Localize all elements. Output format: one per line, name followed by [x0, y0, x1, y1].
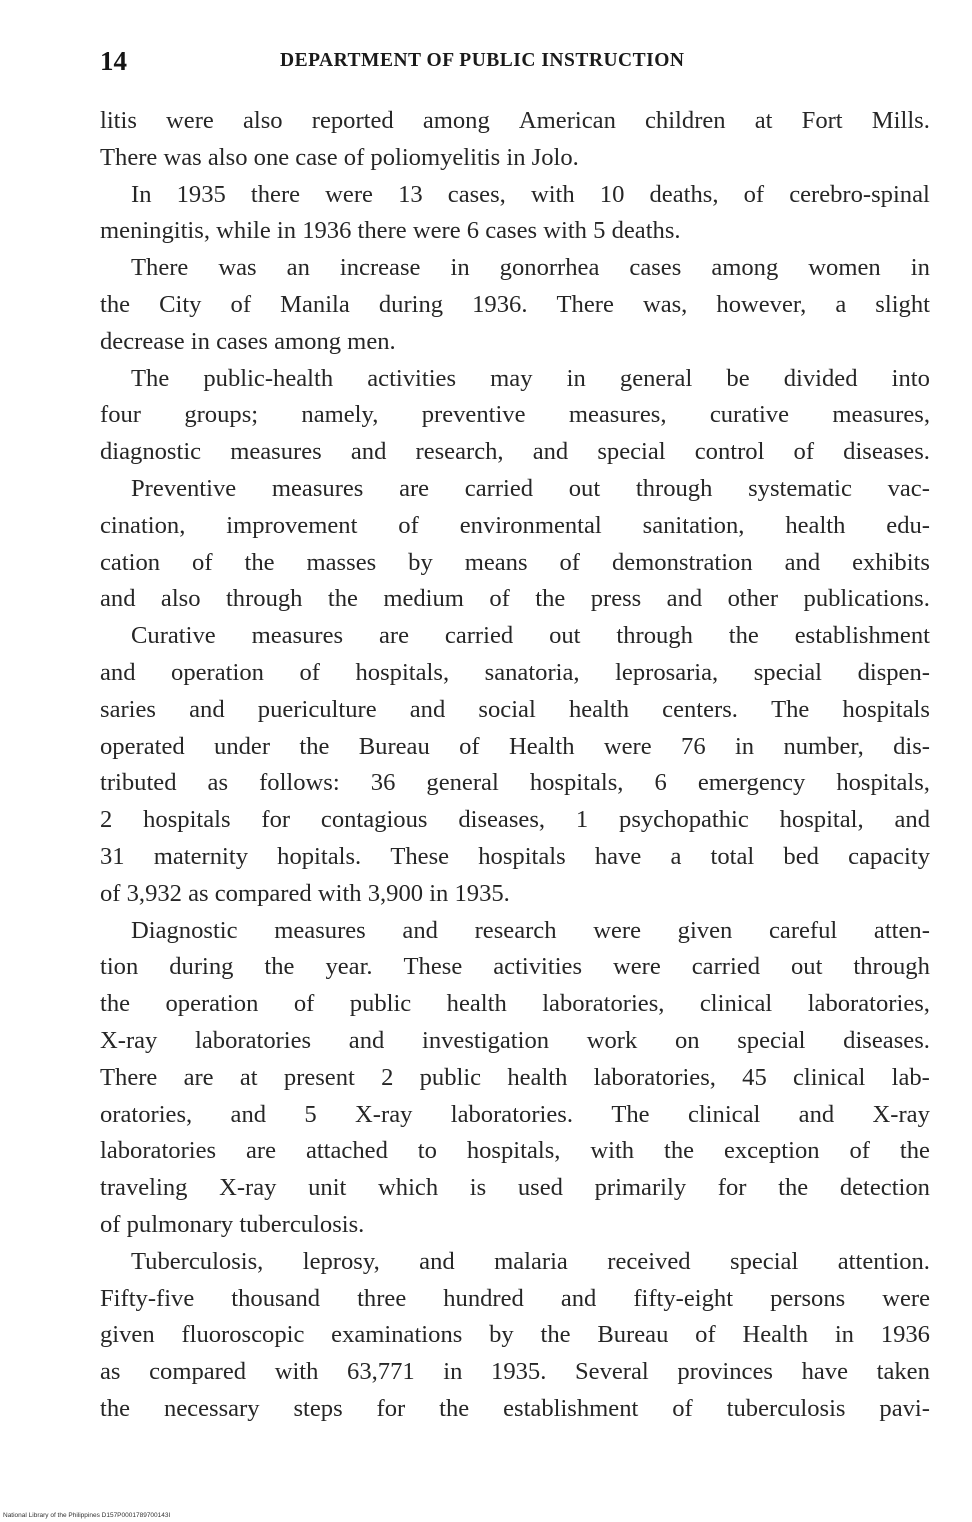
- text-line: cination, improvement of environmental sanitation, health edu-: [100, 511, 930, 539]
- text-line: oratories, and 5 X-ray laboratories. The clinical and X-ray: [100, 1100, 930, 1128]
- text-line: given fluoroscopic examinations by the Bureau of Health in 1936: [100, 1321, 930, 1349]
- text-line: and also through the medium of the press and other publications.: [100, 585, 930, 613]
- text-line: the City of Manila during 1936. There was, however, a slight: [100, 290, 930, 318]
- text-line: and operation of hospitals, sanatoria, leprosaria, special dispen-: [100, 658, 930, 686]
- text-line: 31 maternity hopitals. These hospitals have a total bed capacity: [100, 842, 930, 870]
- running-head: DEPARTMENT OF PUBLIC INSTRUCTION: [280, 50, 685, 71]
- text-line: Tuberculosis, leprosy, and malaria received special attention.: [131, 1247, 930, 1275]
- text-line: of pulmonary tuberculosis.: [100, 1210, 365, 1238]
- text-line: the operation of public health laboratories, clinical laboratories,: [100, 990, 930, 1018]
- text-line: of 3,932 as compared with 3,900 in 1935.: [100, 879, 510, 907]
- text-line: X-ray laboratories and investigation work on special diseases.: [100, 1026, 930, 1054]
- text-line: 2 hospitals for contagious diseases, 1 psychopathic hospital, and: [100, 806, 930, 834]
- source-stamp: National Library of the Philippines D157P0001789700143I: [3, 1512, 171, 1519]
- text-line: tributed as follows: 36 general hospitals, 6 emergency hospitals,: [100, 769, 930, 797]
- text-line: There are at present 2 public health laboratories, 45 clinical lab-: [100, 1063, 930, 1091]
- text-line: tion during the year. These activities were carried out through: [100, 953, 930, 981]
- text-line: meningitis, while in 1936 there were 6 cases with 5 deaths.: [100, 217, 681, 245]
- text-line: Fifty-five thousand three hundred and fifty-eight persons were: [100, 1284, 930, 1312]
- text-line: The public-health activities may in general be divided into: [131, 364, 930, 392]
- text-line: traveling X-ray unit which is used primarily for the detection: [100, 1174, 930, 1202]
- text-line: saries and puericulture and social health centers. The hospitals: [100, 695, 930, 723]
- text-line: litis were also reported among American children at Fort Mills.: [100, 107, 930, 134]
- page-number: 14: [100, 46, 127, 76]
- text-line: cation of the masses by means of demonstration and exhibits: [100, 548, 930, 576]
- text-line: Preventive measures are carried out through systematic vac-: [131, 474, 930, 502]
- text-line: There was an increase in gonorrhea cases among women in: [131, 254, 930, 282]
- text-line: operated under the Bureau of Health were 76 in number, dis-: [100, 732, 930, 760]
- text-line: diagnostic measures and research, and special control of diseases.: [100, 438, 930, 466]
- text-line: Diagnostic measures and research were given careful atten-: [131, 916, 930, 944]
- text-line: laboratories are attached to hospitals, with the exception of the: [100, 1137, 930, 1165]
- text-line: In 1935 there were 13 cases, with 10 deaths, of cerebro-spinal: [131, 180, 930, 208]
- text-line: the necessary steps for the establishment of tuberculosis pavi-: [100, 1394, 930, 1422]
- body-text: [100, 103, 930, 1428]
- text-line: as compared with 63,771 in 1935. Several provinces have taken: [100, 1358, 930, 1386]
- text-line: decrease in cases among men.: [100, 327, 396, 355]
- text-line: four groups; namely, preventive measures, curative measures,: [100, 401, 930, 429]
- text-line: Curative measures are carried out through the establishment: [131, 622, 930, 650]
- text-line: There was also one case of poliomyelitis in Jolo.: [100, 143, 579, 171]
